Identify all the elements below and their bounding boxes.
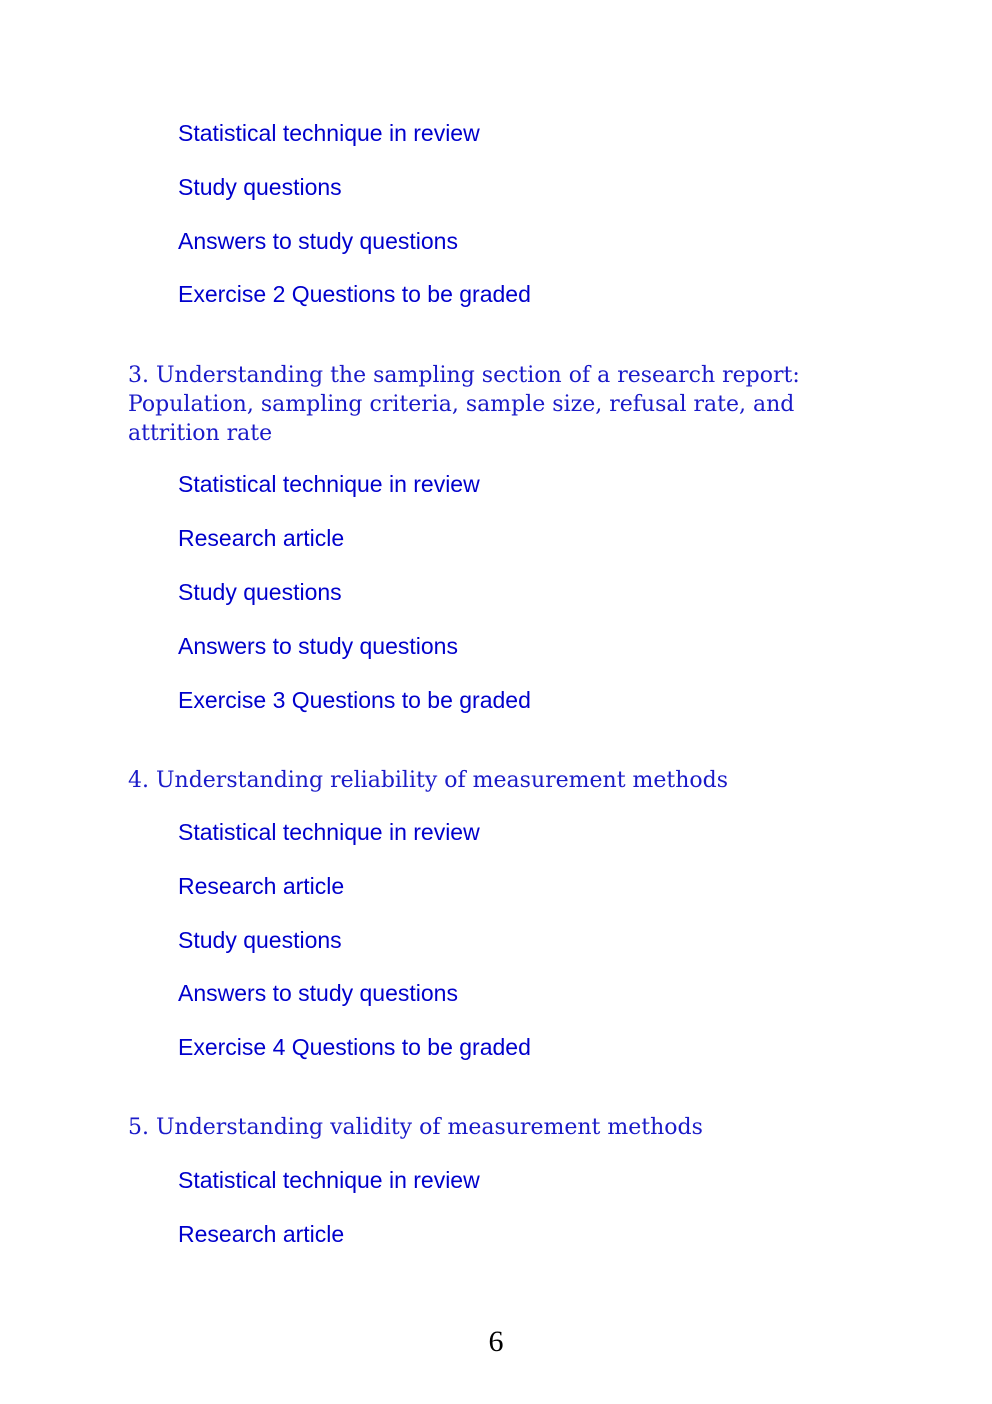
- toc-link-answers-3[interactable]: Answers to study questions: [178, 633, 458, 659]
- toc-link-exercise-2-graded[interactable]: Exercise 2 Questions to be graded: [178, 281, 531, 307]
- toc-link-research-article-5[interactable]: Research article: [178, 1221, 345, 1247]
- toc-link-study-questions-2[interactable]: Study questions: [178, 174, 342, 200]
- toc-link-research-article-4[interactable]: Research article: [178, 873, 345, 899]
- toc-link-study-questions-4[interactable]: Study questions: [178, 927, 342, 953]
- toc-link-statistical-technique-5[interactable]: Statistical technique in review: [178, 1167, 480, 1193]
- toc-link-statistical-technique-2[interactable]: Statistical technique in review: [178, 120, 480, 146]
- toc-link-answers-4[interactable]: Answers to study questions: [178, 980, 458, 1006]
- toc-link-research-article-3[interactable]: Research article: [178, 525, 345, 551]
- toc-link-exercise-4-graded[interactable]: Exercise 4 Questions to be graded: [178, 1034, 531, 1060]
- toc-link-statistical-technique-4[interactable]: Statistical technique in review: [178, 819, 480, 845]
- toc-chapter-4[interactable]: 4. Understanding reliability of measurement methods: [128, 768, 729, 793]
- toc-chapter-5[interactable]: 5. Understanding validity of measurement methods: [128, 1115, 703, 1140]
- toc-link-statistical-technique-3[interactable]: Statistical technique in review: [178, 471, 480, 497]
- toc-chapter-3[interactable]: 3. Understanding the sampling section of a research report: Population, sampling criteria, sample size, refusal rate, and attrition rate: [128, 363, 800, 446]
- toc-link-answers-2[interactable]: Answers to study questions: [178, 228, 458, 254]
- toc-link-exercise-3-graded[interactable]: Exercise 3 Questions to be graded: [178, 687, 531, 713]
- page-number: 6: [488, 1325, 504, 1358]
- toc-link-study-questions-3[interactable]: Study questions: [178, 579, 342, 605]
